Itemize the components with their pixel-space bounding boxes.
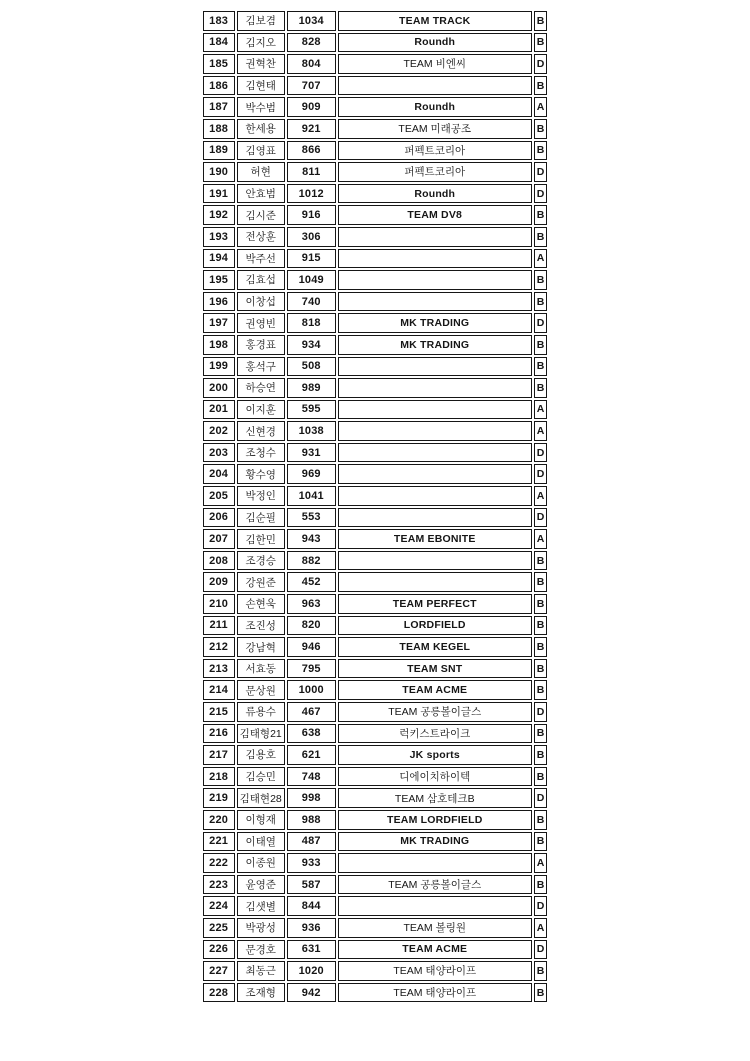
- rank-cell: 201: [203, 400, 235, 420]
- grade-cell: B: [534, 119, 548, 139]
- table-row: [203, 853, 548, 873]
- team-cell: [338, 292, 532, 312]
- table-row: [203, 464, 548, 484]
- team-cell: [338, 464, 532, 484]
- table-row: [203, 443, 548, 463]
- table-row: [203, 76, 548, 96]
- grade-cell: D: [534, 896, 548, 916]
- rank-cell: 192: [203, 205, 235, 225]
- entry-number-cell: 828: [287, 33, 336, 53]
- table-row: [203, 313, 548, 333]
- team-cell: [338, 551, 532, 571]
- name-cell: 강원준: [237, 572, 285, 592]
- name-cell: 김지오: [237, 33, 285, 53]
- name-cell: 박광성: [237, 918, 285, 938]
- entry-number-cell: 943: [287, 529, 336, 549]
- participant-roster-table: [201, 9, 550, 1004]
- grade-cell: A: [534, 249, 548, 269]
- grade-cell: B: [534, 983, 548, 1003]
- name-cell: 김태현28: [237, 788, 285, 808]
- entry-number-cell: 467: [287, 702, 336, 722]
- grade-cell: B: [534, 357, 548, 377]
- entry-number-cell: 934: [287, 335, 336, 355]
- name-cell: 이창섭: [237, 292, 285, 312]
- rank-cell: 221: [203, 832, 235, 852]
- rank-cell: 215: [203, 702, 235, 722]
- grade-cell: D: [534, 788, 548, 808]
- table-row: [203, 33, 548, 53]
- rank-cell: 205: [203, 486, 235, 506]
- entry-number-cell: 909: [287, 97, 336, 117]
- entry-number-cell: 916: [287, 205, 336, 225]
- name-cell: 이태열: [237, 832, 285, 852]
- team-cell: TEAM KEGEL: [338, 637, 532, 657]
- entry-number-cell: 1000: [287, 680, 336, 700]
- entry-number-cell: 306: [287, 227, 336, 247]
- name-cell: 김한민: [237, 529, 285, 549]
- grade-cell: D: [534, 162, 548, 182]
- entry-number-cell: 508: [287, 357, 336, 377]
- rank-cell: 185: [203, 54, 235, 74]
- table-row: [203, 788, 548, 808]
- name-cell: 황수영: [237, 464, 285, 484]
- team-cell: TEAM ACME: [338, 940, 532, 960]
- team-cell: TEAM 볼링원: [338, 918, 532, 938]
- rank-cell: 227: [203, 961, 235, 981]
- team-cell: [338, 572, 532, 592]
- rank-cell: 218: [203, 767, 235, 787]
- entry-number-cell: 963: [287, 594, 336, 614]
- grade-cell: B: [534, 551, 548, 571]
- grade-cell: B: [534, 33, 548, 53]
- team-cell: MK TRADING: [338, 335, 532, 355]
- rank-cell: 226: [203, 940, 235, 960]
- table-row: [203, 162, 548, 182]
- table-row: [203, 745, 548, 765]
- team-cell: [338, 378, 532, 398]
- team-cell: TEAM TRACK: [338, 11, 532, 31]
- table-row: [203, 637, 548, 657]
- rank-cell: 204: [203, 464, 235, 484]
- table-row: [203, 141, 548, 161]
- grade-cell: B: [534, 724, 548, 744]
- table-row: [203, 724, 548, 744]
- grade-cell: B: [534, 76, 548, 96]
- name-cell: 서효동: [237, 659, 285, 679]
- entry-number-cell: 707: [287, 76, 336, 96]
- rank-cell: 203: [203, 443, 235, 463]
- name-cell: 권영빈: [237, 313, 285, 333]
- table-row: [203, 767, 548, 787]
- grade-cell: B: [534, 292, 548, 312]
- rank-cell: 228: [203, 983, 235, 1003]
- table-row: [203, 119, 548, 139]
- entry-number-cell: 804: [287, 54, 336, 74]
- entry-number-cell: 915: [287, 249, 336, 269]
- rank-cell: 189: [203, 141, 235, 161]
- name-cell: 안효범: [237, 184, 285, 204]
- table-row: [203, 184, 548, 204]
- entry-number-cell: 844: [287, 896, 336, 916]
- table-row: [203, 875, 548, 895]
- name-cell: 이지훈: [237, 400, 285, 420]
- rank-cell: 213: [203, 659, 235, 679]
- rank-cell: 190: [203, 162, 235, 182]
- team-cell: [338, 249, 532, 269]
- name-cell: 김영표: [237, 141, 285, 161]
- name-cell: 김태형21: [237, 724, 285, 744]
- table-row: [203, 97, 548, 117]
- team-cell: [338, 270, 532, 290]
- grade-cell: B: [534, 205, 548, 225]
- entry-number-cell: 638: [287, 724, 336, 744]
- name-cell: 조청수: [237, 443, 285, 463]
- rank-cell: 208: [203, 551, 235, 571]
- grade-cell: B: [534, 141, 548, 161]
- grade-cell: B: [534, 227, 548, 247]
- team-cell: LORDFIELD: [338, 616, 532, 636]
- table-row: [203, 292, 548, 312]
- grade-cell: A: [534, 853, 548, 873]
- grade-cell: B: [534, 270, 548, 290]
- team-cell: [338, 443, 532, 463]
- rank-cell: 193: [203, 227, 235, 247]
- table-row: [203, 11, 548, 31]
- name-cell: 김효섭: [237, 270, 285, 290]
- name-cell: 문상원: [237, 680, 285, 700]
- rank-cell: 183: [203, 11, 235, 31]
- table-row: [203, 400, 548, 420]
- team-cell: TEAM 태양라이프: [338, 983, 532, 1003]
- team-cell: [338, 357, 532, 377]
- entry-number-cell: 988: [287, 810, 336, 830]
- entry-number-cell: 931: [287, 443, 336, 463]
- name-cell: 조진성: [237, 616, 285, 636]
- rank-cell: 191: [203, 184, 235, 204]
- entry-number-cell: 811: [287, 162, 336, 182]
- rank-cell: 209: [203, 572, 235, 592]
- team-cell: TEAM SNT: [338, 659, 532, 679]
- team-cell: TEAM 공릉볼이글스: [338, 875, 532, 895]
- rank-cell: 223: [203, 875, 235, 895]
- grade-cell: A: [534, 421, 548, 441]
- team-cell: [338, 486, 532, 506]
- entry-number-cell: 989: [287, 378, 336, 398]
- table-row: [203, 270, 548, 290]
- team-cell: [338, 227, 532, 247]
- table-row: [203, 54, 548, 74]
- name-cell: 박주선: [237, 249, 285, 269]
- grade-cell: D: [534, 313, 548, 333]
- name-cell: 이형재: [237, 810, 285, 830]
- name-cell: 김용호: [237, 745, 285, 765]
- table-row: [203, 680, 548, 700]
- name-cell: 박정인: [237, 486, 285, 506]
- table-row: [203, 421, 548, 441]
- rank-cell: 214: [203, 680, 235, 700]
- team-cell: [338, 76, 532, 96]
- rank-cell: 217: [203, 745, 235, 765]
- grade-cell: D: [534, 702, 548, 722]
- name-cell: 전상훈: [237, 227, 285, 247]
- entry-number-cell: 587: [287, 875, 336, 895]
- rank-cell: 202: [203, 421, 235, 441]
- grade-cell: B: [534, 378, 548, 398]
- rank-cell: 210: [203, 594, 235, 614]
- table-row: [203, 551, 548, 571]
- table-row: [203, 378, 548, 398]
- table-row: [203, 486, 548, 506]
- table-row: [203, 529, 548, 549]
- table-row: [203, 335, 548, 355]
- name-cell: 류용수: [237, 702, 285, 722]
- rank-cell: 196: [203, 292, 235, 312]
- grade-cell: B: [534, 616, 548, 636]
- grade-cell: B: [534, 335, 548, 355]
- entry-number-cell: 820: [287, 616, 336, 636]
- table-row: [203, 810, 548, 830]
- name-cell: 강남혁: [237, 637, 285, 657]
- team-cell: TEAM 비엔씨: [338, 54, 532, 74]
- name-cell: 조재형: [237, 983, 285, 1003]
- table-row: [203, 918, 548, 938]
- entry-number-cell: 452: [287, 572, 336, 592]
- grade-cell: B: [534, 637, 548, 657]
- name-cell: 최동근: [237, 961, 285, 981]
- rank-cell: 186: [203, 76, 235, 96]
- grade-cell: B: [534, 572, 548, 592]
- entry-number-cell: 942: [287, 983, 336, 1003]
- grade-cell: D: [534, 54, 548, 74]
- rank-cell: 184: [203, 33, 235, 53]
- rank-cell: 224: [203, 896, 235, 916]
- grade-cell: A: [534, 400, 548, 420]
- team-cell: [338, 853, 532, 873]
- team-cell: MK TRADING: [338, 313, 532, 333]
- rank-cell: 212: [203, 637, 235, 657]
- rank-cell: 198: [203, 335, 235, 355]
- table-body: [203, 11, 548, 1002]
- team-cell: JK sports: [338, 745, 532, 765]
- table-row: [203, 508, 548, 528]
- entry-number-cell: 595: [287, 400, 336, 420]
- entry-number-cell: 1034: [287, 11, 336, 31]
- rank-cell: 195: [203, 270, 235, 290]
- entry-number-cell: 866: [287, 141, 336, 161]
- rank-cell: 216: [203, 724, 235, 744]
- grade-cell: D: [534, 184, 548, 204]
- grade-cell: A: [534, 486, 548, 506]
- team-cell: [338, 896, 532, 916]
- rank-cell: 207: [203, 529, 235, 549]
- rank-cell: 199: [203, 357, 235, 377]
- rank-cell: 200: [203, 378, 235, 398]
- table-row: [203, 702, 548, 722]
- rank-cell: 206: [203, 508, 235, 528]
- entry-number-cell: 1041: [287, 486, 336, 506]
- table-row: [203, 983, 548, 1003]
- team-cell: TEAM 태양라이프: [338, 961, 532, 981]
- grade-cell: B: [534, 875, 548, 895]
- grade-cell: A: [534, 918, 548, 938]
- name-cell: 권혁찬: [237, 54, 285, 74]
- name-cell: 김현태: [237, 76, 285, 96]
- team-cell: TEAM LORDFIELD: [338, 810, 532, 830]
- table-row: [203, 616, 548, 636]
- entry-number-cell: 1038: [287, 421, 336, 441]
- name-cell: 윤영준: [237, 875, 285, 895]
- entry-number-cell: 969: [287, 464, 336, 484]
- team-cell: TEAM PERFECT: [338, 594, 532, 614]
- entry-number-cell: 795: [287, 659, 336, 679]
- name-cell: 이종원: [237, 853, 285, 873]
- rank-cell: 188: [203, 119, 235, 139]
- team-cell: [338, 421, 532, 441]
- team-cell: Roundh: [338, 33, 532, 53]
- grade-cell: B: [534, 659, 548, 679]
- team-cell: Roundh: [338, 97, 532, 117]
- team-cell: 럭키스트라이크: [338, 724, 532, 744]
- table-row: [203, 249, 548, 269]
- entry-number-cell: 487: [287, 832, 336, 852]
- grade-cell: B: [534, 961, 548, 981]
- table-row: [203, 227, 548, 247]
- entry-number-cell: 946: [287, 637, 336, 657]
- grade-cell: B: [534, 810, 548, 830]
- entry-number-cell: 553: [287, 508, 336, 528]
- entry-number-cell: 1012: [287, 184, 336, 204]
- entry-number-cell: 936: [287, 918, 336, 938]
- name-cell: 조경승: [237, 551, 285, 571]
- name-cell: 김시준: [237, 205, 285, 225]
- team-cell: 퍼펙트코리아: [338, 162, 532, 182]
- entry-number-cell: 882: [287, 551, 336, 571]
- name-cell: 김샛별: [237, 896, 285, 916]
- table-row: [203, 961, 548, 981]
- team-cell: TEAM 공릉볼이글스: [338, 702, 532, 722]
- team-cell: MK TRADING: [338, 832, 532, 852]
- team-cell: TEAM 삼호테크B: [338, 788, 532, 808]
- rank-cell: 225: [203, 918, 235, 938]
- entry-number-cell: 1049: [287, 270, 336, 290]
- table-row: [203, 659, 548, 679]
- entry-number-cell: 1020: [287, 961, 336, 981]
- team-cell: [338, 508, 532, 528]
- name-cell: 신현경: [237, 421, 285, 441]
- table-row: [203, 896, 548, 916]
- name-cell: 손현욱: [237, 594, 285, 614]
- rank-cell: 194: [203, 249, 235, 269]
- team-cell: 디에이치하이텍: [338, 767, 532, 787]
- grade-cell: D: [534, 940, 548, 960]
- grade-cell: D: [534, 464, 548, 484]
- table-row: [203, 832, 548, 852]
- team-cell: TEAM 미래공조: [338, 119, 532, 139]
- table-row: [203, 357, 548, 377]
- grade-cell: A: [534, 97, 548, 117]
- name-cell: 김승민: [237, 767, 285, 787]
- team-cell: [338, 400, 532, 420]
- rank-cell: 219: [203, 788, 235, 808]
- grade-cell: A: [534, 529, 548, 549]
- table-row: [203, 940, 548, 960]
- name-cell: 김보겸: [237, 11, 285, 31]
- grade-cell: B: [534, 594, 548, 614]
- name-cell: 허현: [237, 162, 285, 182]
- entry-number-cell: 748: [287, 767, 336, 787]
- entry-number-cell: 631: [287, 940, 336, 960]
- grade-cell: B: [534, 767, 548, 787]
- rank-cell: 211: [203, 616, 235, 636]
- rank-cell: 220: [203, 810, 235, 830]
- grade-cell: B: [534, 832, 548, 852]
- rank-cell: 222: [203, 853, 235, 873]
- team-cell: Roundh: [338, 184, 532, 204]
- grade-cell: B: [534, 680, 548, 700]
- table-row: [203, 594, 548, 614]
- entry-number-cell: 921: [287, 119, 336, 139]
- name-cell: 김순필: [237, 508, 285, 528]
- team-cell: TEAM DV8: [338, 205, 532, 225]
- grade-cell: D: [534, 443, 548, 463]
- rank-cell: 197: [203, 313, 235, 333]
- name-cell: 홍석구: [237, 357, 285, 377]
- team-cell: TEAM ACME: [338, 680, 532, 700]
- entry-number-cell: 998: [287, 788, 336, 808]
- name-cell: 박수범: [237, 97, 285, 117]
- name-cell: 하승연: [237, 378, 285, 398]
- entry-number-cell: 933: [287, 853, 336, 873]
- table-row: [203, 572, 548, 592]
- team-cell: 퍼펙트코리아: [338, 141, 532, 161]
- grade-cell: B: [534, 11, 548, 31]
- name-cell: 문경호: [237, 940, 285, 960]
- rank-cell: 187: [203, 97, 235, 117]
- name-cell: 한세용: [237, 119, 285, 139]
- name-cell: 홍경표: [237, 335, 285, 355]
- grade-cell: D: [534, 508, 548, 528]
- table-row: [203, 205, 548, 225]
- grade-cell: B: [534, 745, 548, 765]
- team-cell: TEAM EBONITE: [338, 529, 532, 549]
- entry-number-cell: 740: [287, 292, 336, 312]
- entry-number-cell: 621: [287, 745, 336, 765]
- entry-number-cell: 818: [287, 313, 336, 333]
